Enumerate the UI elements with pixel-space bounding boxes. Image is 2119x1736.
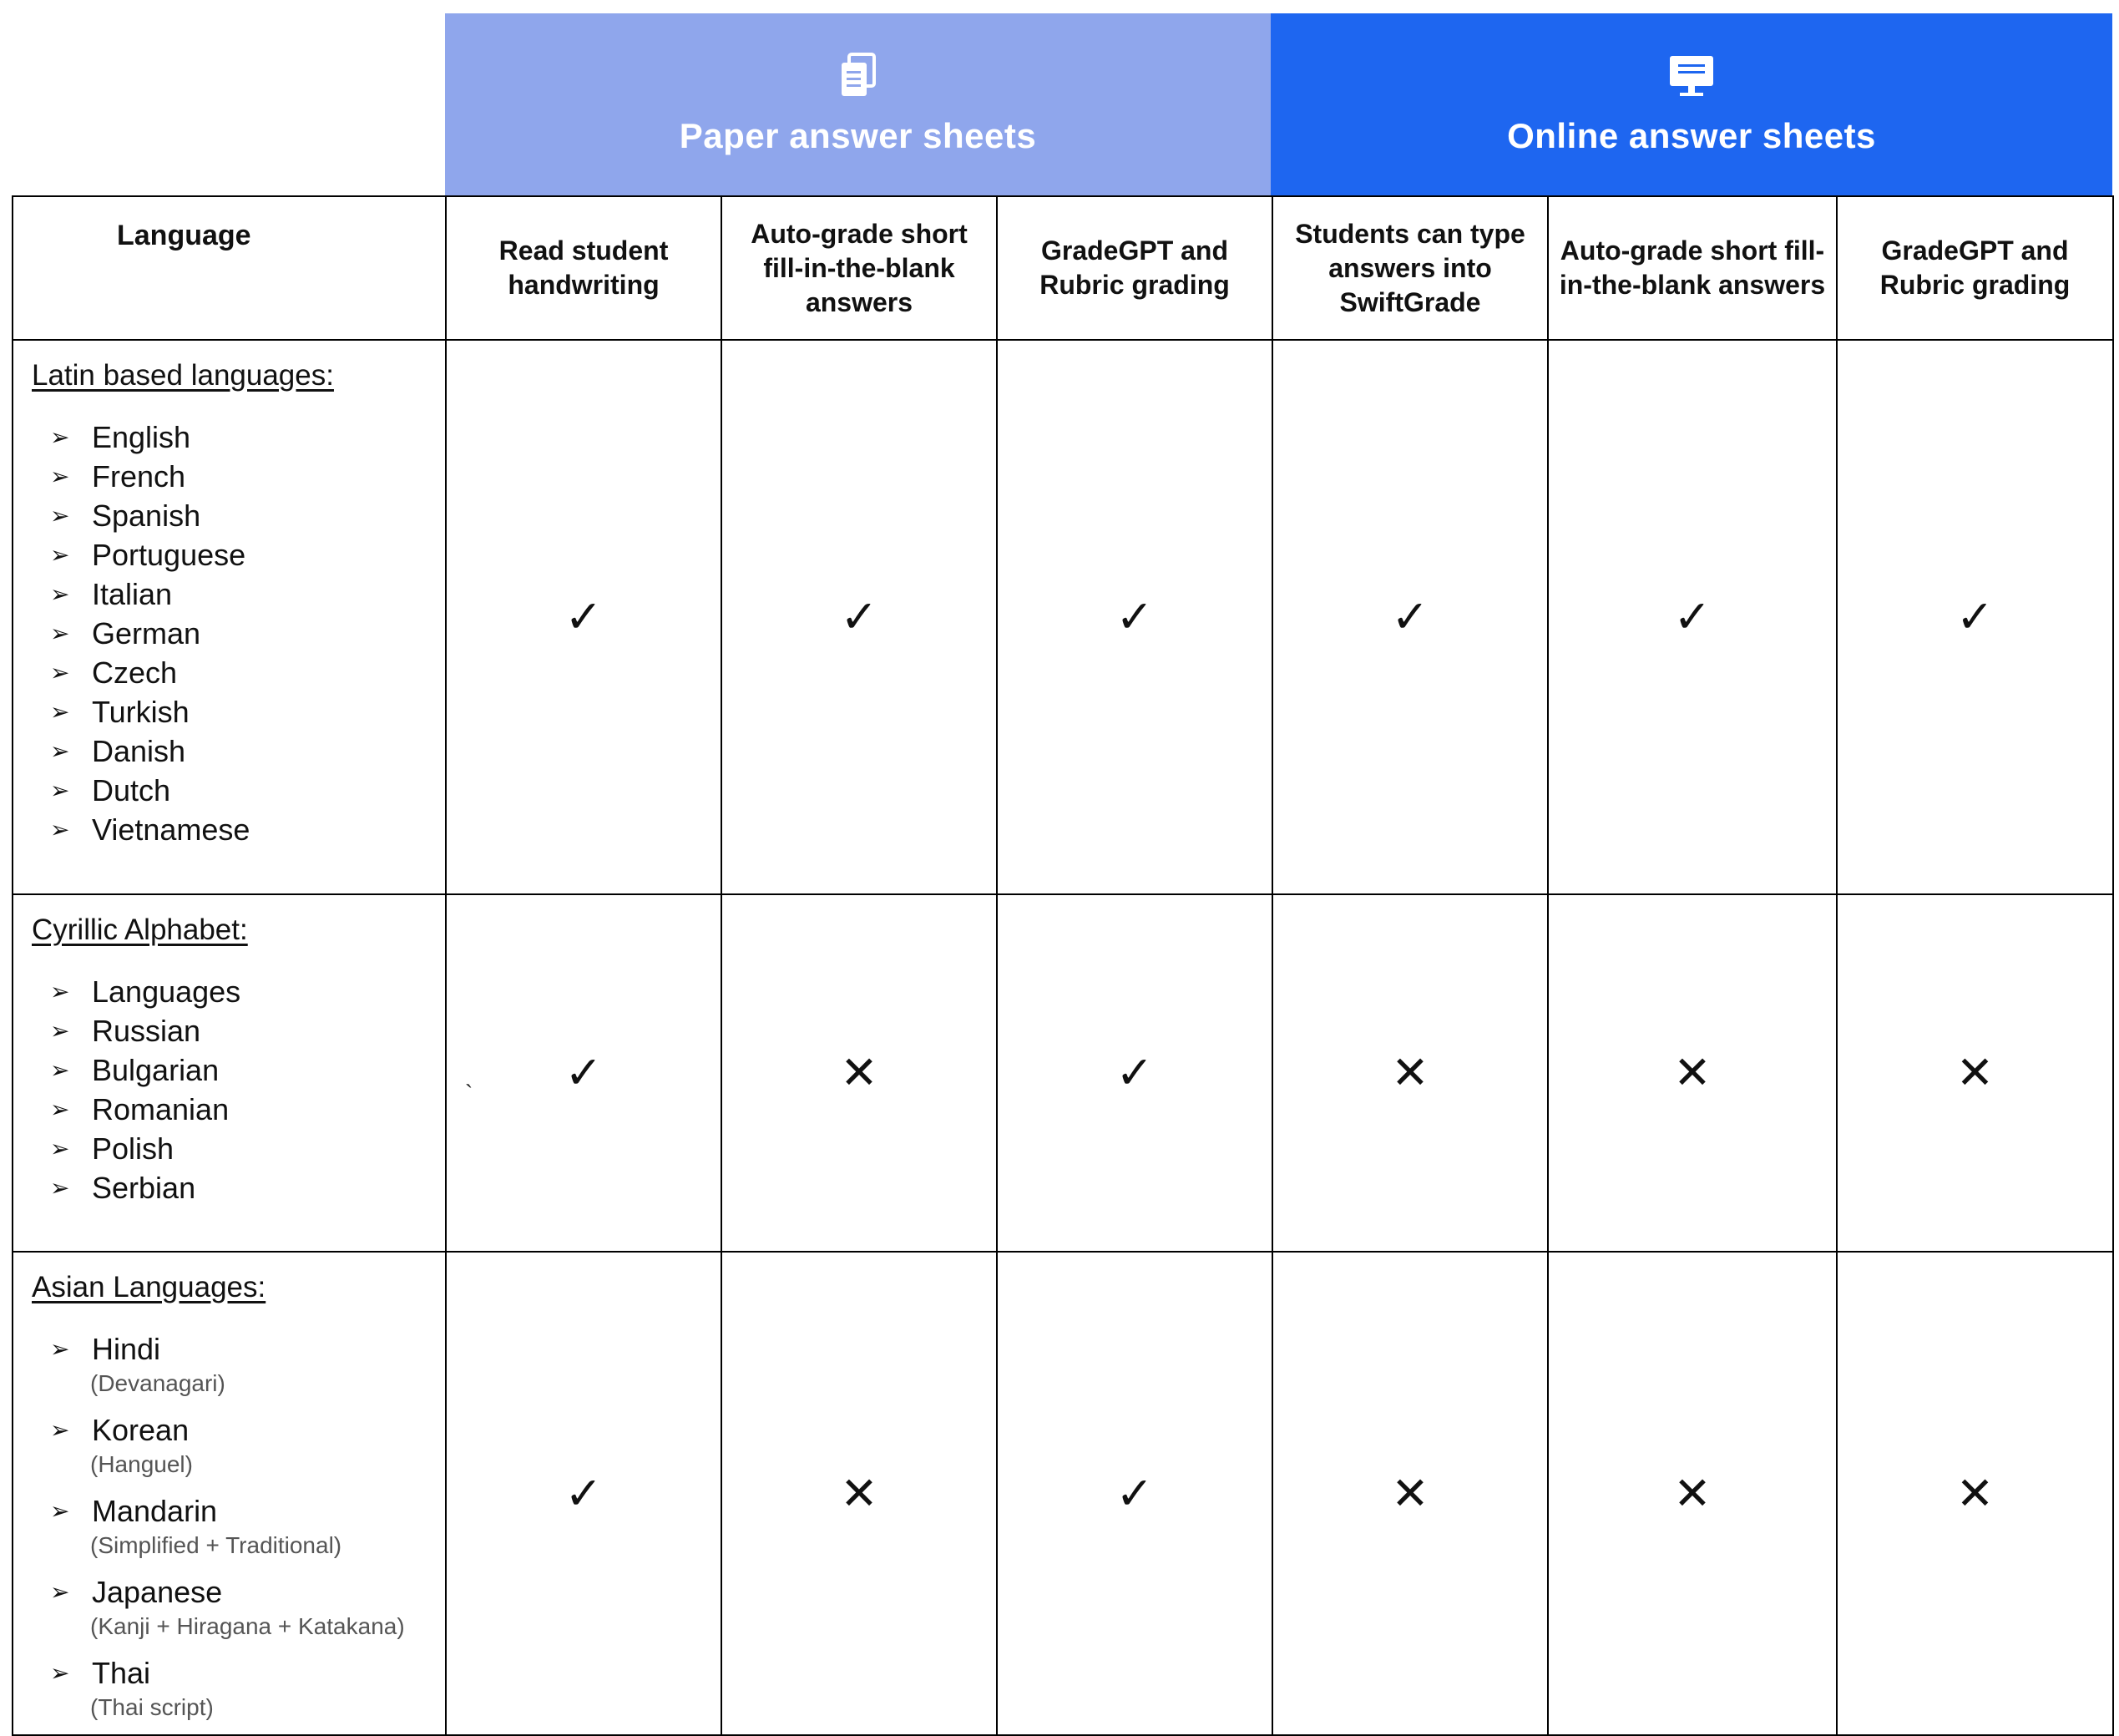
documents-icon [839,53,877,98]
language-item [32,535,445,574]
arrow-bullet-icon: ➢ [50,660,70,686]
language-item [32,1653,445,1723]
cross-icon: ✕ [840,1466,878,1520]
language-item [32,692,445,731]
language-item [32,653,445,692]
script-note: (Hanguel) [90,1451,193,1477]
asian-languages-row [13,1252,2113,1735]
arrow-bullet-icon: ➢ [50,463,70,489]
cross-icon: ✕ [1673,1466,1712,1520]
language-name: Portuguese [92,538,246,572]
latin-mark-cell [446,340,721,894]
language-item [32,1329,445,1399]
language-item [32,1168,445,1207]
check-icon: ✓ [1115,1466,1154,1520]
arrow-bullet-icon: ➢ [50,542,70,568]
online-answer-sheets-header [1271,13,2112,195]
arrow-bullet-icon: ➢ [50,1336,70,1362]
language-name: Thai [92,1656,151,1690]
language-item [32,972,445,1011]
column-header-row [13,196,2113,340]
language-name: Hindi [92,1332,161,1366]
online-gradegpt-header: GradeGPT and Rubric grading [1837,196,2113,340]
language-column-header: Language [13,196,446,340]
cyrillic-mark-cell [1837,894,2113,1252]
language-item [32,574,445,614]
latin-languages-row [13,340,2113,894]
check-icon: ✓ [840,590,878,643]
arrow-bullet-icon: ➢ [50,1018,70,1044]
cross-icon: ✕ [1391,1046,1429,1099]
monitor-icon [1668,53,1715,98]
arrow-bullet-icon: ➢ [50,1660,70,1686]
stray-backtick: ` [465,1081,473,1106]
language-item [32,731,445,771]
language-item [32,1011,445,1050]
script-note: (Thai script) [90,1694,214,1720]
arrow-bullet-icon: ➢ [50,817,70,843]
asian-group-label: Asian Languages: [32,1271,266,1303]
asian-mark-cell [997,1252,1272,1735]
language-item [32,496,445,535]
arrow-bullet-icon: ➢ [50,581,70,607]
language-item [32,810,445,849]
arrow-bullet-icon: ➢ [50,699,70,725]
cyrillic-mark-cell [1272,894,1548,1252]
cyrillic-mark-cell [721,894,997,1252]
language-item [32,418,445,457]
asian-mark-cell [1837,1252,2113,1735]
latin-mark-cell [1548,340,1837,894]
language-name: Japanese [92,1575,223,1609]
language-name: Languages [92,974,241,1009]
language-name: Czech [92,655,178,690]
cyrillic-mark-cell [446,894,721,1252]
arrow-bullet-icon: ➢ [50,1579,70,1605]
language-name: French [92,459,186,493]
latin-mark-cell [1272,340,1548,894]
check-icon: ✓ [1673,590,1712,643]
arrow-bullet-icon: ➢ [50,620,70,646]
arrow-bullet-icon: ➢ [50,979,70,1005]
language-name: Vietnamese [92,812,250,847]
check-icon: ✓ [1955,590,1995,643]
language-item [32,614,445,653]
language-name: Bulgarian [92,1053,220,1087]
cross-icon: ✕ [1391,1466,1429,1520]
arrow-bullet-icon: ➢ [50,777,70,803]
arrow-bullet-icon: ➢ [50,738,70,764]
check-icon: ✓ [1115,590,1154,643]
language-item [32,1129,445,1168]
language-name: Romanian [92,1092,230,1126]
latin-mark-cell [721,340,997,894]
cyrillic-group-label: Cyrillic Alphabet: [32,914,248,946]
asian-mark-cell [721,1252,997,1735]
language-name: Serbian [92,1171,196,1205]
check-icon: ✓ [1391,590,1429,643]
paper-read-handwriting-header: Read student handwriting [446,196,721,340]
check-icon: ✓ [1115,1046,1154,1099]
asian-mark-cell [1548,1252,1837,1735]
language-item [32,771,445,810]
check-icon: ✓ [564,590,603,643]
arrow-bullet-icon: ➢ [50,1057,70,1083]
arrow-bullet-icon: ➢ [50,1175,70,1201]
arrow-bullet-icon: ➢ [50,1498,70,1524]
script-note: (Devanagari) [90,1370,225,1396]
cyrillic-mark-cell [997,894,1272,1252]
asian-mark-cell [1272,1252,1548,1735]
cyrillic-languages-row [13,894,2113,1252]
online-type-answers-header: Students can type answers into SwiftGrade [1272,196,1548,340]
paper-answer-sheets-header [445,13,1271,195]
language-name: Polish [92,1131,174,1166]
online-autograde-header: Auto-grade short fill-in-the-blank answers [1548,196,1837,340]
language-name: Dutch [92,773,171,807]
language-item [32,1050,445,1090]
latin-group-label: Latin based languages: [32,359,334,392]
arrow-bullet-icon: ➢ [50,503,70,529]
paper-autograde-header: Auto-grade short fill-in-the-blank answers [721,196,997,340]
script-note: (Simplified + Traditional) [90,1532,342,1558]
language-name: German [92,616,201,650]
script-note: (Kanji + Hiragana + Katakana) [90,1613,405,1639]
check-icon: ✓ [564,1466,603,1520]
language-name: Danish [92,734,186,768]
language-support-table [12,195,2114,1736]
latin-mark-cell [1837,340,2113,894]
language-name: Russian [92,1014,201,1048]
cyrillic-language-list [32,972,445,1207]
cross-icon: ✕ [1955,1046,1995,1099]
cyrillic-languages-cell [13,894,446,1252]
language-item [32,457,445,496]
latin-mark-cell [997,340,1272,894]
cross-icon: ✕ [840,1046,878,1099]
language-item [32,1090,445,1129]
cyrillic-mark-cell [1548,894,1837,1252]
arrow-bullet-icon: ➢ [50,1096,70,1122]
language-name: Mandarin [92,1494,218,1528]
arrow-bullet-icon: ➢ [50,1136,70,1162]
latin-language-list [32,418,445,849]
online-group-title: Online answer sheets [1507,116,1876,155]
language-name: Italian [92,577,173,611]
latin-languages-cell [13,340,446,894]
paper-gradegpt-header: GradeGPT and Rubric grading [997,196,1272,340]
arrow-bullet-icon: ➢ [50,1417,70,1443]
check-icon: ✓ [564,1046,603,1099]
language-name: Spanish [92,499,201,533]
language-name: Korean [92,1413,190,1447]
language-item [32,1410,445,1480]
language-item [32,1572,445,1642]
asian-mark-cell [446,1252,721,1735]
arrow-bullet-icon: ➢ [50,424,70,450]
language-name: Turkish [92,695,190,729]
language-item [32,1491,445,1561]
paper-group-title: Paper answer sheets [679,116,1037,155]
language-name: English [92,420,191,454]
cross-icon: ✕ [1955,1466,1995,1520]
asian-languages-cell [13,1252,446,1735]
asian-language-list [32,1329,445,1723]
cross-icon: ✕ [1673,1046,1712,1099]
